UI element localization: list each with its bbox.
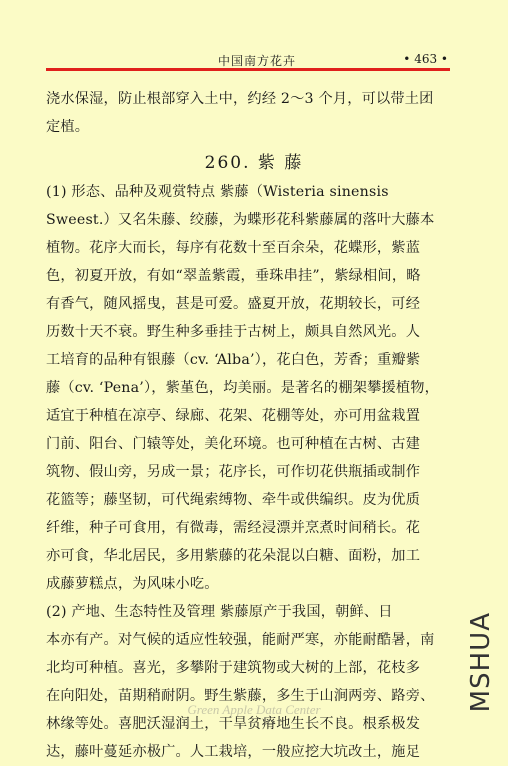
text-line: 纤维，种子可食用，有微毒，需经浸漂并烹煮时间稍长。花 xyxy=(46,520,421,536)
text-line: 成藤萝糕点，为风味小吃。 xyxy=(46,576,219,592)
header-rule xyxy=(46,68,450,71)
text-line: 门前、阳台、门辕等处，美化环境。也可种植在古树、古建 xyxy=(46,436,421,452)
text-line: 达，藤叶蔓延亦极广。人工栽培，一般应挖大坑改土，施足 xyxy=(46,744,421,760)
text-line: 定植。 xyxy=(46,119,90,135)
section-title: 260. 紫 藤 xyxy=(204,153,304,173)
text-line: 亦可食，华北居民，多用紫藤的花朵混以白糖、面粉，加工 xyxy=(46,548,421,564)
text-line: Sweest.）又名朱藤、绞藤，为蝶形花科紫藤属的落叶大藤本 xyxy=(46,212,435,228)
text-line: (2) 产地、生态特性及管理 紫藤原产于我国，朝鲜、日 xyxy=(46,604,393,620)
text-line: 有香气，随风摇曳，甚是可爱。盛夏开放，花期较长，可经 xyxy=(46,296,421,312)
text-line: 花篮等；藤坚韧，可代绳索缚物、牵牛或供编织。皮为优质 xyxy=(46,492,421,508)
text-line: 植物。花序大而长，每序有花数十至百余朵，花蝶形，紫蓝 xyxy=(46,240,421,256)
running-title: 中国南方花卉 xyxy=(218,54,297,68)
text-line: 工培育的品种有银藤（cv. ‘Alba’），花白色，芳香；重瓣紫 xyxy=(46,352,421,368)
text-line: 浇水保湿，防止根部穿入土中，约经 2～3 个月，可以带土团 xyxy=(46,91,434,107)
text-line: 在向阳处，苗期稍耐阴。野生紫藤，多生于山涧两旁、路旁、 xyxy=(46,688,435,704)
continued-paragraph xyxy=(46,85,460,141)
text-line: 林缘等处。喜肥沃湿润土，干旱贫瘠地生长不良。根系极发 xyxy=(46,716,421,732)
side-logo: MSHUA xyxy=(466,612,496,713)
text-line: 色，初夏开放，有如“翠盖紫霞，垂珠串挂”，紫绿相间，略 xyxy=(46,268,421,284)
section-body xyxy=(46,178,460,766)
text-line: 适宜于种植在凉亭、绿廊、花架、花棚等处，亦可用盆栽置 xyxy=(46,408,421,424)
text-line: 筑物、假山旁，另成一景；花序长，可作切花供瓶插或制作 xyxy=(46,464,421,480)
page-number: • 463 • xyxy=(403,52,448,66)
text-line: 本亦有产。对气候的适应性较强，能耐严寒，亦能耐酷暑，南 xyxy=(46,632,435,648)
text-line: (1) 形态、品种及观赏特点 紫藤（Wisteria sinensis xyxy=(46,184,389,200)
footer-watermark: Green Apple Data Center xyxy=(187,702,321,717)
text-line: 历数十天不衰。野生种多垂挂于古树上，颇具自然风光。人 xyxy=(46,324,421,340)
text-line: 藤（cv. ‘Pena’），紫堇色，均美丽。是著名的棚架攀援植物， xyxy=(46,380,440,396)
text-line: 北均可种植。喜光，多攀附于建筑物或大树的上部，花枝多 xyxy=(46,660,421,676)
